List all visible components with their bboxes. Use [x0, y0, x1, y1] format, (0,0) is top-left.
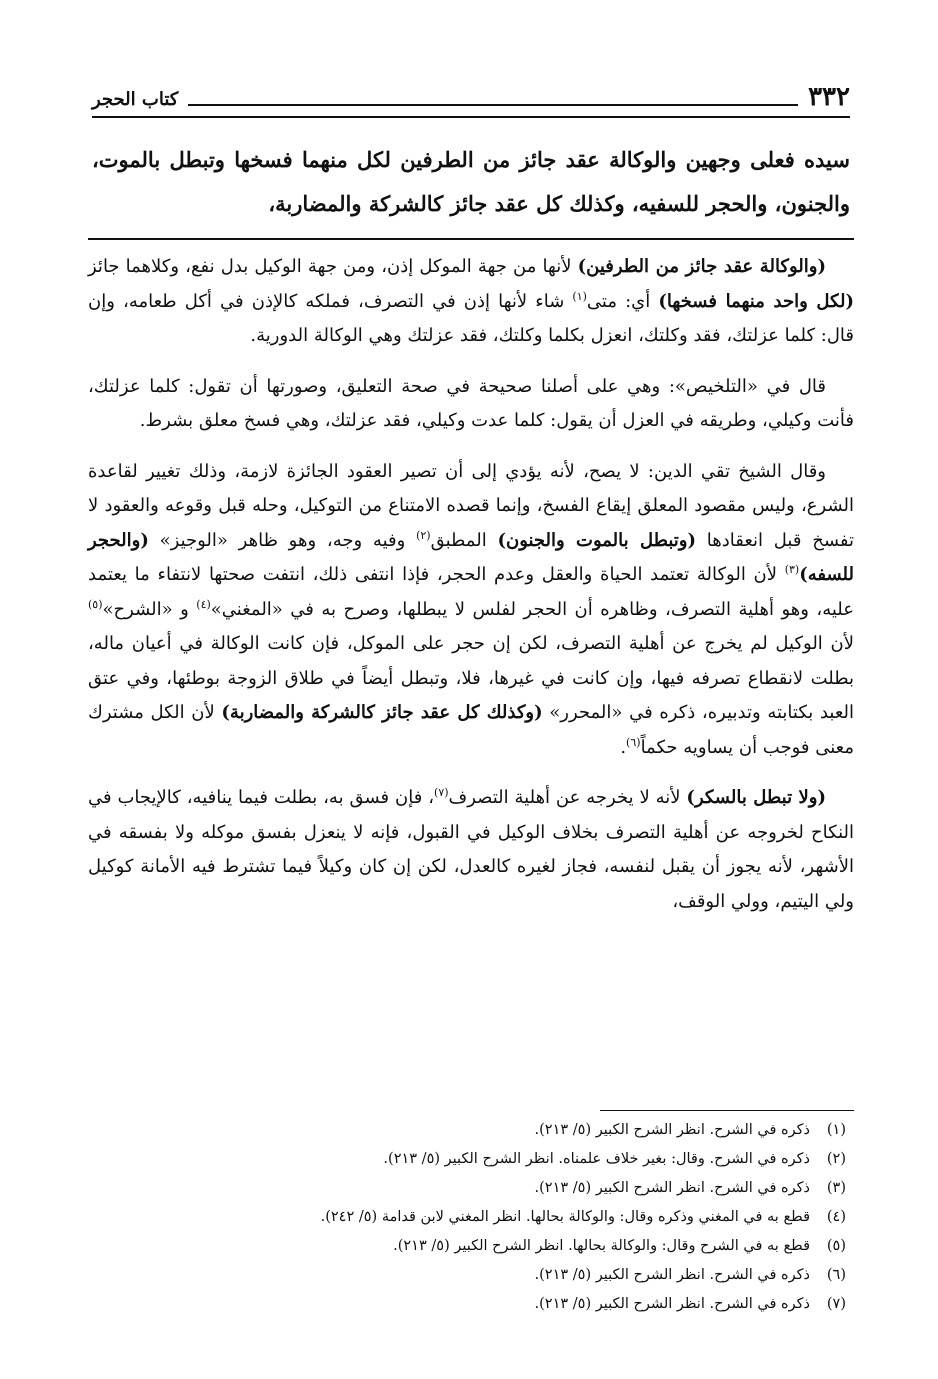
- footnote-marker[interactable]: (٣): [784, 563, 800, 576]
- quoted-matn: (والوكالة عقد جائز من الطرفين): [577, 256, 826, 277]
- footnote-number: (٣): [826, 1180, 846, 1196]
- commentary-text: المطبق: [430, 529, 498, 551]
- footnote-item: [120, 1174, 846, 1203]
- page-number: ٣٣٢: [808, 82, 850, 112]
- footnote-text: ذكره في الشرح. انظر الشرح الكبير (٥/ ٢١٣).: [534, 1122, 810, 1138]
- footnote-text: ذكره في الشرح. انظر الشرح الكبير (٥/ ٢١٣).: [534, 1267, 810, 1283]
- footnote-item: [120, 1261, 846, 1290]
- matn-divider: [88, 238, 854, 240]
- commentary-text: وقال الشيخ تقي الدين: لا يصح، لأنه يؤدي إلى أن تصير العقود الجائزة لازمة، وذلك تغيير لقاعدة الشرع، وليس مقصود المعلق إيقاع الفسخ، وإنما قصده الامتناع من التوكيل، وحله قبل وقوعه والعقود لا تفسخ قبل انعقادها: [88, 460, 854, 551]
- running-title: كتاب الحجر: [92, 89, 179, 110]
- quoted-matn: (والحجر للسفه): [88, 529, 854, 585]
- footnotes: [120, 1116, 846, 1319]
- commentary-text: لأن الكل مشترك معنى فوجب أن يساويه حكماً: [88, 702, 854, 758]
- footnote-marker[interactable]: (١): [572, 289, 587, 303]
- footnote-text: قطع به في الشرح وقال: والوكالة بحالها. انظر الشرح الكبير (٥/ ٢١٣).: [393, 1238, 810, 1254]
- footnote-text: ذكره في الشرح. انظر الشرح الكبير (٥/ ٢١٣).: [534, 1180, 810, 1196]
- footnote-item: [120, 1145, 846, 1174]
- commentary-text: لأن الوكيل لم يخرج عن أهلية التصرف، لكن إن حجر على الموكل، فإن كانت الوكالة في أعيان ماله، بطلت لانقطاع تصرفه فيها، وإن كانت في غيرها، فلا، وتبطل أيضاً في طلاق الزوجة بوطئها، وفي عتق العبد بكتابته وتدبيره، ذكره في «المحرر»: [88, 633, 854, 723]
- commentary-text: وفيه وجه، وهو ظاهر «الوجيز»: [148, 529, 417, 551]
- footnote-marker[interactable]: (٦): [626, 735, 641, 749]
- footnote-number: (٢): [826, 1151, 846, 1167]
- footnote-rule: [600, 1110, 854, 1111]
- header-rule: [188, 104, 798, 106]
- footnote-number: (٤): [826, 1209, 846, 1225]
- commentary-paragraph-4: [88, 781, 854, 919]
- commentary-paragraph-1: [88, 250, 854, 354]
- quoted-matn: (وتبطل بالموت والجنون): [497, 529, 696, 551]
- footnote-item: [120, 1290, 846, 1319]
- commentary-text: لأن الوكالة تعتمد الحياة والعقل وعدم الحجر، فإذا انتفى ذلك، انتفت صحتها لانتفاء ما يعتمد عليه، وهو أهلية التصرف، وظاهره أن الحجر لفلس لا يبطلها، وصرح به في «المغني»: [88, 564, 854, 620]
- footnote-marker[interactable]: (٧): [434, 786, 449, 799]
- footnote-text: ذكره في الشرح. انظر الشرح الكبير (٥/ ٢١٣).: [534, 1296, 810, 1312]
- commentary-text: أي: متى: [586, 290, 659, 312]
- commentary: [88, 250, 854, 935]
- quoted-matn: (ولا تبطل بالسكر): [686, 787, 827, 808]
- footnote-number: (٦): [826, 1267, 846, 1283]
- quoted-matn: (لكل واحد منهما فسخها): [658, 290, 854, 312]
- footnote-marker[interactable]: (٢): [416, 528, 431, 542]
- commentary-text: ، فإن فسق به، بطلت فيما ينافيه، كالإيجاب في النكاح لخروجه عن أهلية التصرف بخلاف الوكيل في القبول، فإنه لا ينعزل بفسق موكله ولا بفسقه في الأشهر، لأنه يجوز أن يقبل لنفسه، فجاز لغيره كالعدل، لكن إن كان وكيلاً فيما تشترط فيه الأمانة كوكيل ولي اليتيم، وولي الوقف،: [88, 787, 854, 912]
- matn-text: سيده فعلى وجهين والوكالة عقد جائز من الطرفين لكل منهما فسخها وتبطل بالموت، والجنون، والحجر للسفيه، وكذلك كل عقد جائز كالشركة والمضاربة،: [92, 147, 850, 216]
- footnote-item: [120, 1232, 846, 1261]
- footnote-number: (٧): [826, 1296, 846, 1312]
- commentary-text: لأنه لا يخرجه عن أهلية التصرف: [448, 787, 687, 808]
- footnote-marker[interactable]: (٤): [196, 597, 211, 611]
- footnote-number: (٥): [826, 1238, 846, 1254]
- page-header: [92, 80, 850, 110]
- commentary-text: شاء لأنها إذن في التصرف، فملكه كالإذن في أكل طعامه، وإن قال: كلما عزلتك، فقد وكلتك، انعزل بكلما وكلتك، فقد عزلتك وهي الوكالة الدورية.: [88, 290, 854, 346]
- commentary-paragraph-2: قال في «التلخيص»: وهي على أصلنا صحيحة في صحة التعليق، وصورتها أن تقول: كلما عزلتك، فأنت وكيلي، وطريقه في العزل أن يقول: كلما عدت وكيلي، فقد عزلتك، وهي فسخ معلق بشرط.: [88, 375, 854, 431]
- commentary-text: .: [620, 736, 627, 758]
- commentary-text: لأنها من جهة الموكل إذن، ومن جهة الوكيل بدل نفع، وكلاهما جائز: [88, 256, 578, 277]
- commentary-text: و «الشرح»: [102, 598, 197, 620]
- footnote-item: [120, 1116, 846, 1145]
- header-underline: [92, 116, 850, 118]
- footnote-item: [120, 1203, 846, 1232]
- footnote-text: ذكره في الشرح. وقال: بغير خلاف علمناه. انظر الشرح الكبير (٥/ ٢١٣).: [383, 1151, 810, 1167]
- footnote-number: (١): [826, 1122, 846, 1138]
- commentary-paragraph-3: [88, 455, 854, 766]
- footnote-text: قطع به في المغني وذكره وقال: والوكالة بحالها. انظر المغني لابن قدامة (٥/ ٢٤٢).: [320, 1209, 810, 1225]
- footnote-marker[interactable]: (٥): [88, 597, 103, 611]
- quoted-matn: (وكذلك كل عقد جائز كالشركة والمضاربة): [221, 702, 543, 723]
